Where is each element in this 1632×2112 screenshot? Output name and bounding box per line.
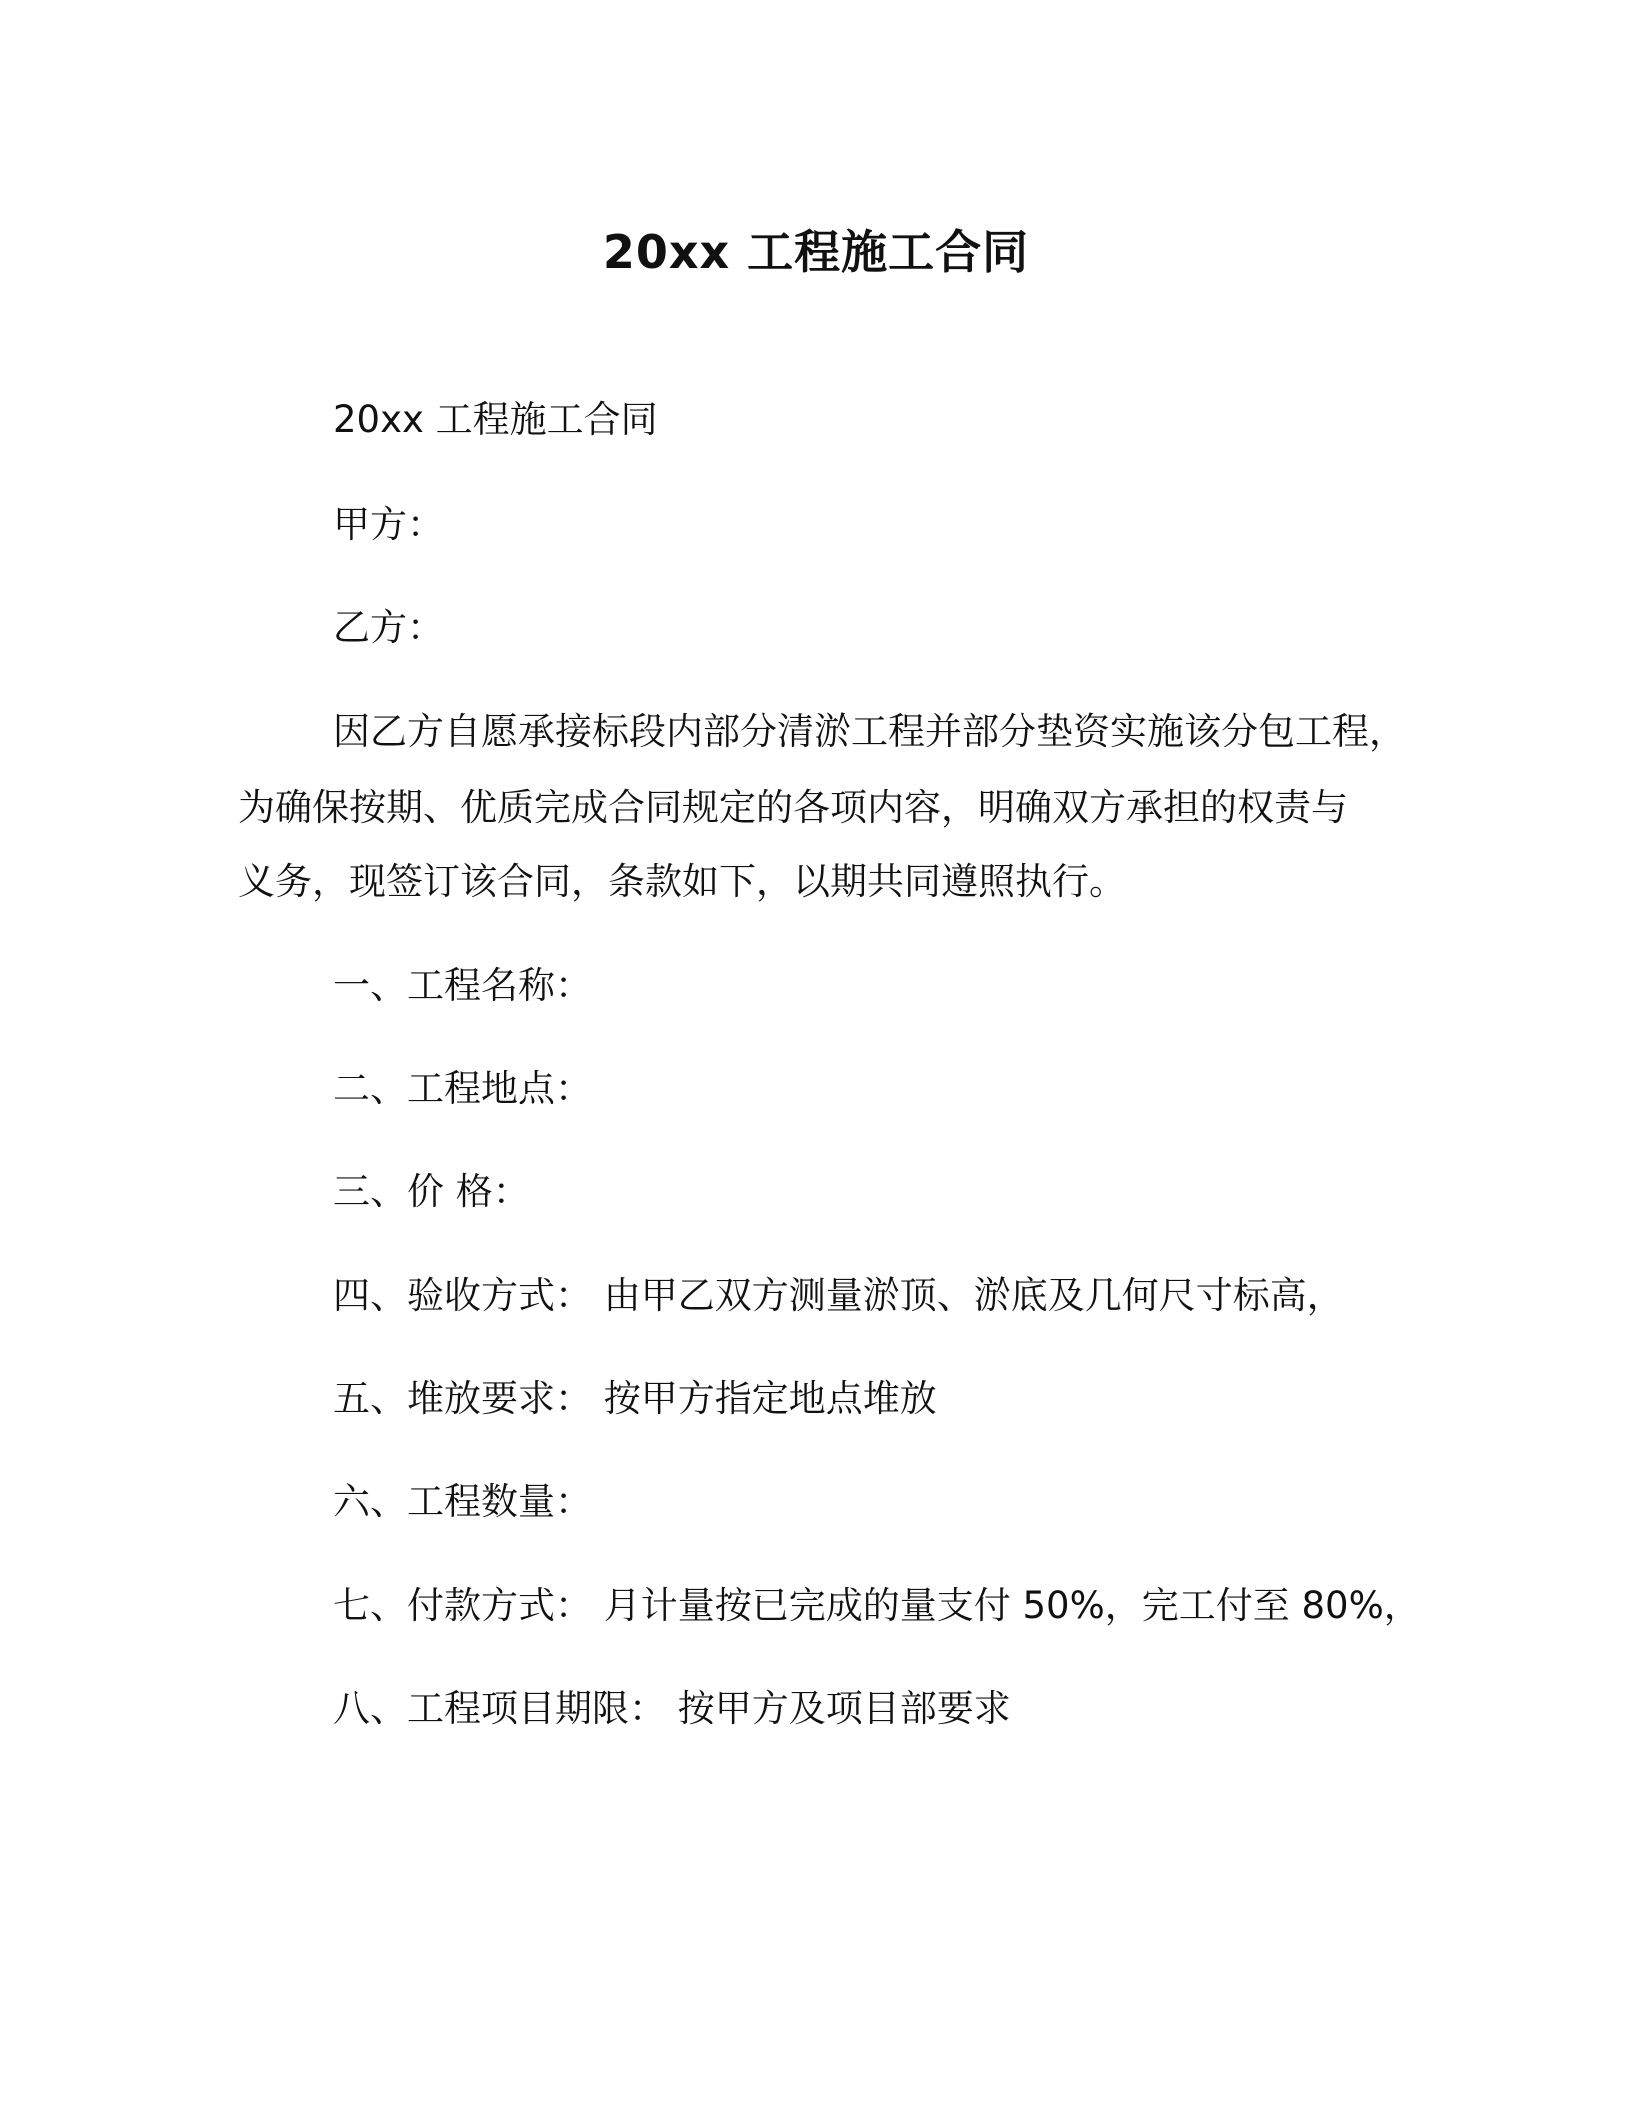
clause-project-deadline: 八、工程项目期限： 按甲方及项目部要求	[333, 1687, 1011, 1730]
document-subtitle: 20xx 工程施工合同	[333, 398, 658, 441]
clause-payment-method: 七、付款方式： 月计量按已完成的量支付 50%，完工付至 80%，	[333, 1584, 1421, 1627]
clause-price: 三、价 格：	[333, 1170, 530, 1213]
document-title: 20xx 工程施工合同	[602, 225, 1030, 279]
clause-project-name: 一、工程名称：	[333, 964, 592, 1007]
party-b-label: 乙方：	[333, 606, 444, 649]
preamble-line-3: 义务，现签订该合同，条款如下，以期共同遵照执行。	[238, 860, 1126, 903]
preamble-line-1: 因乙方自愿承接标段内部分清淤工程并部分垫资实施该分包工程，	[333, 710, 1406, 753]
clause-quantity: 六、工程数量：	[333, 1480, 592, 1523]
clause-project-location: 二、工程地点：	[333, 1067, 592, 1110]
party-a-label: 甲方：	[333, 503, 444, 546]
clause-stacking-requirement: 五、堆放要求： 按甲方指定地点堆放	[333, 1377, 937, 1420]
preamble-line-2: 为确保按期、优质完成合同规定的各项内容，明确双方承担的权责与	[238, 786, 1348, 829]
clause-acceptance-method: 四、验收方式： 由甲乙双方测量淤顶、淤底及几何尺寸标高，	[333, 1274, 1344, 1317]
